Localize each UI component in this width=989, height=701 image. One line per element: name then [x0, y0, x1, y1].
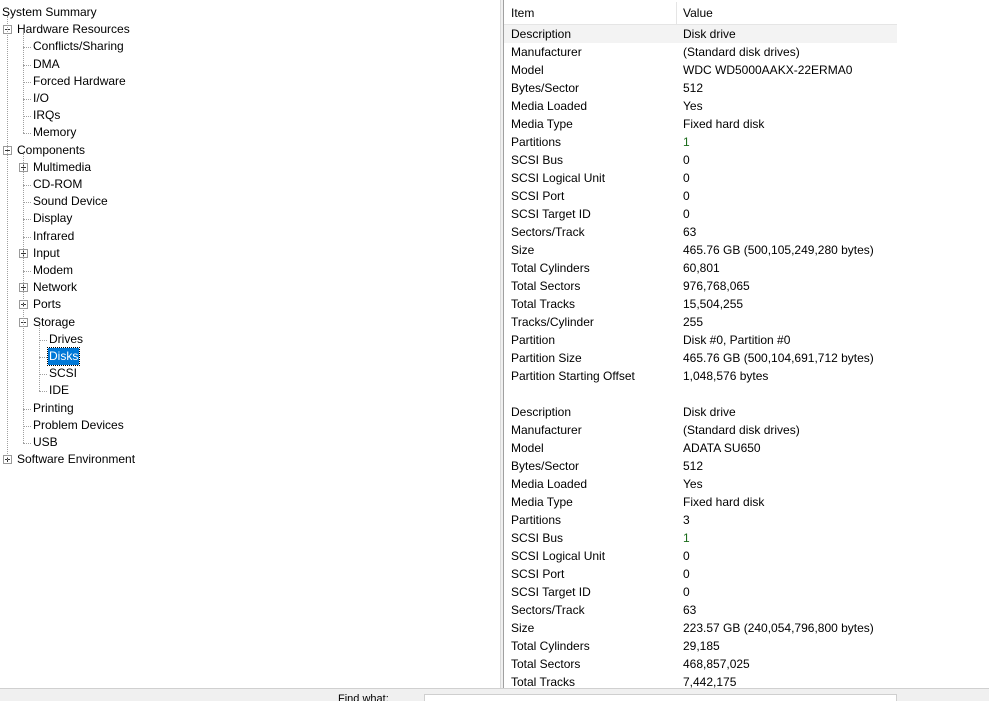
item-cell: Sectors/Track	[511, 225, 585, 239]
item-cell: Media Loaded	[511, 477, 588, 491]
value-cell: 512	[683, 81, 704, 95]
value-cell: 0	[683, 585, 690, 599]
tree-item-label: Network	[33, 280, 78, 295]
list-row[interactable]	[504, 79, 897, 97]
value-cell: 0	[683, 189, 690, 203]
list-row[interactable]	[504, 367, 897, 385]
item-cell: Media Loaded	[511, 99, 588, 113]
tree-guide-line	[23, 154, 24, 443]
tree-item-ports[interactable]	[0, 296, 500, 313]
list-row[interactable]	[504, 403, 897, 421]
tree-item-drives[interactable]	[0, 331, 500, 348]
tree-item-modem[interactable]	[0, 262, 500, 279]
item-cell: SCSI Target ID	[511, 207, 591, 221]
value-cell: 63	[683, 225, 697, 239]
tree-item-dma[interactable]	[0, 56, 500, 73]
value-cell: Yes	[683, 477, 703, 491]
tree-item-label: Memory	[33, 125, 77, 140]
list-header	[504, 2, 897, 25]
tree-connector	[23, 237, 31, 238]
list-row[interactable]	[504, 295, 897, 313]
item-cell: Manufacturer	[511, 45, 582, 59]
item-cell: Manufacturer	[511, 423, 582, 437]
list-row[interactable]	[504, 475, 897, 493]
item-cell: SCSI Logical Unit	[511, 171, 606, 185]
item-cell: SCSI Port	[511, 189, 565, 203]
value-cell: 63	[683, 603, 697, 617]
tree-connector	[23, 133, 31, 134]
item-cell: SCSI Bus	[511, 531, 564, 545]
tree-item-label: USB	[33, 435, 58, 449]
item-cell: Total Tracks	[511, 675, 576, 688]
item-cell: Partitions	[511, 513, 562, 527]
column-header-item[interactable]: Item	[504, 2, 677, 24]
value-cell: 465.76 GB (500,104,691,712 bytes)	[683, 351, 874, 365]
tree-item-label: Components	[17, 142, 86, 157]
item-cell: Model	[511, 63, 544, 77]
tree-item-label: CD-ROM	[33, 177, 83, 191]
tree-item-ide[interactable]	[0, 382, 500, 399]
value-cell: 0	[683, 171, 690, 185]
list-row[interactable]	[504, 331, 897, 349]
list-row[interactable]	[504, 151, 897, 169]
value-cell: 1,048,576 bytes	[683, 369, 769, 383]
value-cell: (Standard disk drives)	[683, 45, 800, 59]
tree-item-display[interactable]	[0, 210, 500, 227]
details-list[interactable]	[504, 0, 897, 688]
tree-connector	[23, 202, 31, 203]
item-cell: SCSI Port	[511, 567, 565, 581]
tree-connector	[23, 47, 31, 48]
tree-item-usb[interactable]	[0, 434, 500, 451]
item-cell: Size	[511, 243, 535, 257]
value-cell: 60,801	[683, 261, 720, 275]
tree-connector	[23, 409, 31, 410]
tree-item-irqs[interactable]	[0, 107, 500, 124]
list-row[interactable]	[504, 277, 897, 295]
list-row[interactable]	[504, 115, 897, 133]
list-row[interactable]	[504, 169, 897, 187]
tree-guide-line	[7, 16, 8, 460]
item-cell: Partition Size	[511, 351, 582, 365]
value-cell: 3	[683, 513, 690, 527]
tree-item-label: Input	[33, 245, 60, 260]
item-cell: Description	[511, 27, 572, 41]
list-row[interactable]	[504, 187, 897, 205]
tree-connector	[23, 443, 31, 444]
tree-connector	[39, 340, 47, 341]
list-row[interactable]	[504, 61, 897, 79]
list-row[interactable]	[504, 241, 897, 259]
value-cell: 1	[683, 135, 690, 149]
value-cell: Yes	[683, 99, 703, 113]
list-row[interactable]	[504, 223, 897, 241]
list-row[interactable]	[504, 259, 897, 277]
list-body	[504, 25, 897, 688]
tree-item-input[interactable]	[0, 245, 500, 262]
list-row[interactable]	[504, 529, 897, 547]
item-cell: Media Type	[511, 495, 573, 509]
list-row[interactable]	[504, 655, 897, 673]
item-cell: Size	[511, 621, 535, 635]
value-cell: 1	[683, 531, 690, 545]
value-cell: WDC WD5000AAKX-22ERMA0	[683, 63, 853, 77]
item-cell: Total Tracks	[511, 297, 576, 311]
tree-item-problem-devices[interactable]	[0, 417, 500, 434]
tree-connector	[23, 219, 31, 220]
item-cell: Partition Starting Offset	[511, 369, 635, 383]
item-cell: SCSI Bus	[511, 153, 564, 167]
value-cell: Fixed hard disk	[683, 117, 765, 131]
tree-connector	[23, 65, 31, 66]
list-row[interactable]	[504, 673, 897, 688]
tree-item-label: Drives	[49, 331, 84, 346]
tree-item-label: I/O	[33, 91, 50, 105]
value-cell: Disk drive	[683, 405, 736, 419]
list-row[interactable]	[504, 313, 897, 331]
tree-item-i-o[interactable]	[0, 90, 500, 107]
window-margin	[897, 0, 989, 700]
list-row[interactable]	[504, 133, 897, 151]
value-cell: 0	[683, 549, 690, 563]
tree-item-label: IRQs	[33, 108, 61, 123]
list-row[interactable]	[504, 493, 897, 511]
tree-item-network[interactable]	[0, 279, 500, 296]
list-row[interactable]	[504, 205, 897, 223]
tree-item-label: Problem Devices	[33, 417, 124, 432]
tree-connector	[23, 271, 31, 272]
value-cell: 255	[683, 315, 704, 329]
tree-item-label: IDE	[49, 383, 70, 398]
list-row[interactable]	[504, 43, 897, 61]
tree-guide-line	[23, 33, 24, 133]
tree-item-components[interactable]	[0, 142, 500, 159]
tree-item-label: Forced Hardware	[33, 73, 126, 88]
tree-connector	[23, 116, 31, 117]
tree-item-label: Display	[33, 211, 73, 226]
tree-item-software-environment[interactable]	[0, 451, 500, 468]
list-row[interactable]	[504, 349, 897, 367]
item-cell: Description	[511, 405, 572, 419]
item-cell: SCSI Logical Unit	[511, 549, 606, 563]
value-cell: 0	[683, 153, 690, 167]
tree-item-hardware-resources[interactable]	[0, 21, 500, 38]
value-cell: 15,504,255	[683, 297, 744, 311]
column-header-value[interactable]: Value	[683, 6, 713, 20]
tree-item-sound-device[interactable]	[0, 193, 500, 210]
tree-item-label: DMA	[33, 56, 60, 71]
item-cell: Media Type	[511, 117, 573, 131]
tree-item-label: Sound Device	[33, 194, 108, 209]
tree-item-label: Disks	[49, 349, 79, 363]
tree-item-memory[interactable]	[0, 124, 500, 141]
tree-item-label: Ports	[33, 297, 62, 312]
tree-item-label: Conflicts/Sharing	[33, 39, 124, 54]
list-row[interactable]	[504, 601, 897, 619]
list-row[interactable]	[504, 565, 897, 583]
list-row[interactable]	[504, 637, 897, 655]
tree-item-label: Hardware Resources	[17, 22, 130, 37]
item-cell: Model	[511, 441, 544, 455]
list-row[interactable]	[504, 547, 897, 565]
tree-item-multimedia[interactable]	[0, 159, 500, 176]
value-cell: 0	[683, 567, 690, 581]
value-cell: 465.76 GB (500,105,249,280 bytes)	[683, 243, 874, 257]
item-cell: Partition	[511, 333, 556, 347]
value-cell: 223.57 GB (240,054,796,800 bytes)	[683, 621, 874, 635]
list-row[interactable]	[504, 583, 897, 601]
tree-item-system-summary[interactable]	[0, 4, 500, 21]
tree-connector	[23, 185, 31, 186]
tree-item-label: Printing	[33, 400, 74, 415]
value-cell: 976,768,065	[683, 279, 750, 293]
item-cell: Total Sectors	[511, 657, 581, 671]
tree-item-storage[interactable]	[0, 314, 500, 331]
item-cell: Total Cylinders	[511, 639, 590, 653]
value-cell: Disk drive	[683, 27, 736, 41]
list-row[interactable]	[504, 25, 897, 43]
item-cell: SCSI Target ID	[511, 585, 591, 599]
tree-item-printing[interactable]	[0, 400, 500, 417]
list-separator-row	[504, 385, 897, 403]
item-cell: Bytes/Sector	[511, 81, 580, 95]
tree-item-cd-rom[interactable]	[0, 176, 500, 193]
list-row[interactable]	[504, 97, 897, 115]
list-row[interactable]	[504, 421, 897, 439]
find-label: Find what:	[338, 693, 389, 701]
tree-item-label: Multimedia	[33, 159, 92, 174]
list-row[interactable]	[504, 511, 897, 529]
category-tree[interactable]	[0, 0, 500, 688]
tree-connector	[39, 391, 47, 392]
list-row[interactable]	[504, 619, 897, 637]
item-cell: Partitions	[511, 135, 562, 149]
item-cell: Tracks/Cylinder	[511, 315, 594, 329]
find-bar	[0, 688, 989, 701]
tree-item-infrared[interactable]	[0, 228, 500, 245]
tree-connector	[23, 426, 31, 427]
tree-guide-line	[39, 326, 40, 392]
value-cell: 0	[683, 207, 690, 221]
tree-item-label: SCSI	[49, 366, 78, 381]
value-cell: 29,185	[683, 639, 720, 653]
tree-connector	[23, 82, 31, 83]
tree-item-label: System Summary	[2, 5, 97, 19]
item-cell: Total Sectors	[511, 279, 581, 293]
list-row[interactable]	[504, 457, 897, 475]
value-cell: (Standard disk drives)	[683, 423, 800, 437]
tree-connector	[23, 99, 31, 100]
list-row[interactable]	[504, 439, 897, 457]
value-cell: ADATA SU650	[683, 441, 761, 455]
tree-connector	[39, 374, 47, 375]
tree-item-label: Storage	[33, 314, 76, 329]
tree-connector	[39, 357, 47, 358]
tree-item-forced-hardware[interactable]	[0, 73, 500, 90]
item-cell: Sectors/Track	[511, 603, 585, 617]
value-cell: 7,442,175	[683, 675, 737, 688]
value-cell: Fixed hard disk	[683, 495, 765, 509]
value-cell: Disk #0, Partition #0	[683, 333, 791, 347]
tree-item-disks[interactable]	[0, 348, 500, 365]
tree-item-label: Modem	[33, 263, 74, 277]
tree-item-label: Software Environment	[17, 452, 136, 467]
tree-item-scsi[interactable]	[0, 365, 500, 382]
tree-item-label: Infrared	[33, 228, 75, 243]
item-cell: Bytes/Sector	[511, 459, 580, 473]
tree-item-conflicts-sharing[interactable]	[0, 38, 500, 55]
item-cell: Total Cylinders	[511, 261, 590, 275]
value-cell: 512	[683, 459, 704, 473]
value-cell: 468,857,025	[683, 657, 750, 671]
